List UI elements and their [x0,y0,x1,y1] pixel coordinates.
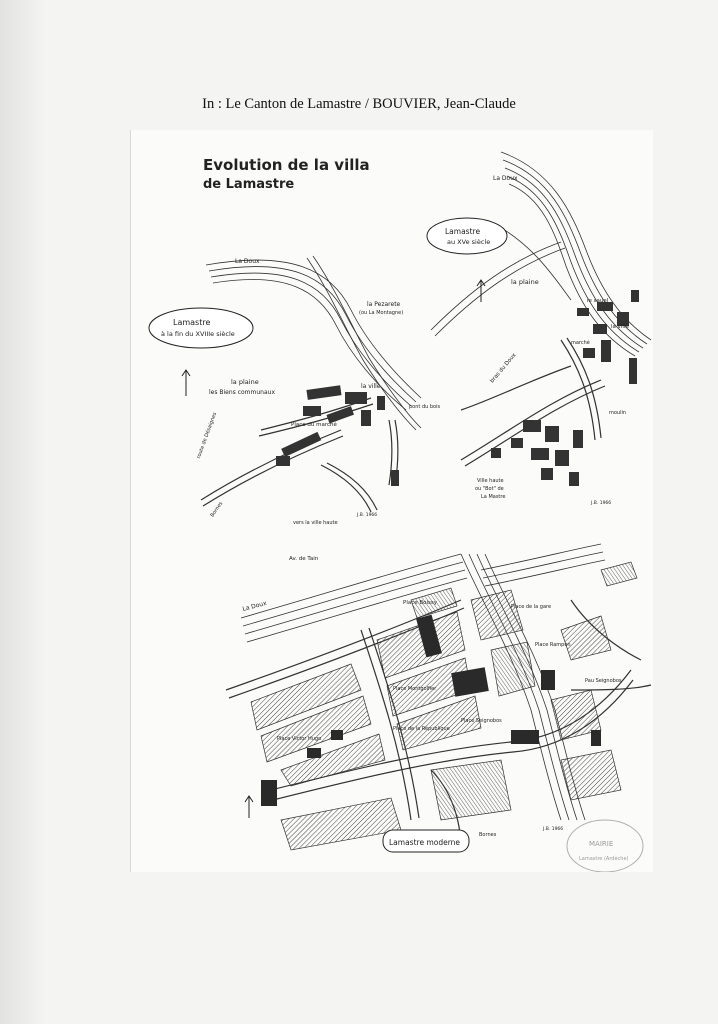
mairie-stamp [567,820,643,872]
label-18-plain: la plaine [231,378,259,386]
label-modern-rampon: Place Rampon [535,642,571,648]
river-doux-18 [206,256,421,430]
label-18-pont: pont du bois [409,404,441,410]
label-15-river: La Doux [493,175,518,182]
map-sheet [130,130,653,872]
buildings-15 [491,290,639,486]
label-modern-bornes: Bornes [479,832,497,838]
north-arrow-15 [477,280,485,302]
label-15-moulin: moulin [609,410,627,416]
label-15-marche: marché [571,340,590,346]
label-18-pezarete2: (ou La Montagne) [359,310,404,316]
map-title-line1: Evolution de la villa [203,156,370,174]
label-modern-gare: Place de la gare [511,604,552,610]
label-18-bornes: Bornes [209,500,225,519]
town-evolution-maps [131,130,653,872]
label-18-desaignes: route de Désaignes [195,411,219,460]
label-modern-signature: J.B. 1966 [543,827,564,832]
map-panel-15th-century [427,152,651,506]
label-18-plain2: les Biens communaux [209,389,275,396]
north-arrow-modern [245,796,253,818]
bubble-modern-label: Lamastre moderne [389,838,461,847]
label-15-villehaute2: ou "Bot" de [475,486,504,492]
citation-header: In : Le Canton de Lamastre / BOUVIER, Jean-Claude [202,96,516,112]
bubble-18-line2: à la fin du XVIIIe siècle [161,330,235,338]
map-title-line2: de Lamastre [203,177,295,192]
label-15-plain: la plaine [511,278,539,286]
label-15-ville: la ville [611,324,629,330]
bubble-15-line2: au XVe siècle [447,238,491,246]
label-modern-hugo: Place Victor Hugo [277,736,322,742]
label-18-signature: J.B. 1966 [357,513,378,518]
bubble-18-line1: Lamastre [173,318,211,327]
label-18-ville: la ville [361,383,381,390]
page-edge-shadow [0,0,46,1024]
label-modern-pau: Pau Seignobos [585,678,622,684]
label-18-marche: Place du marché [291,422,337,428]
label-18-pezarete: la Pezarete [367,301,401,308]
map-panel-modern [226,544,651,852]
buildings-18 [276,385,399,486]
bubble-15th-century [427,218,507,254]
label-modern-avenue: Av. de Tain [289,556,319,562]
label-modern-montgolfier: Place Montgolfier [393,686,437,692]
label-modern-river: La Doux [241,599,268,613]
label-15-sauel: le sauel [587,298,609,304]
label-15-signature: J.B. 1966 [591,501,612,506]
stamp-line2: Lamastre (Ardèche) [579,856,629,862]
bubble-15-line1: Lamastre [445,227,481,236]
bubble-18th-century [149,308,253,348]
label-15-villehaute1: Ville haute [477,478,504,484]
label-modern-boissy: Place Boissy [403,600,438,606]
label-18-villehaute: vers la ville haute [293,520,338,526]
north-arrow-18 [182,370,190,396]
label-18-river: La Doux [235,258,260,265]
label-15-villehaute3: La Mastre [481,494,506,500]
blocks-modern [251,562,637,850]
stamp-line1: MAIRIE [589,840,614,848]
label-15-bras: bras du Doux [489,352,518,385]
map-panel-18th-century [149,256,441,526]
label-modern-seignobos: Place Seignobos [461,718,502,724]
label-modern-republique: Place de la République [393,726,450,732]
